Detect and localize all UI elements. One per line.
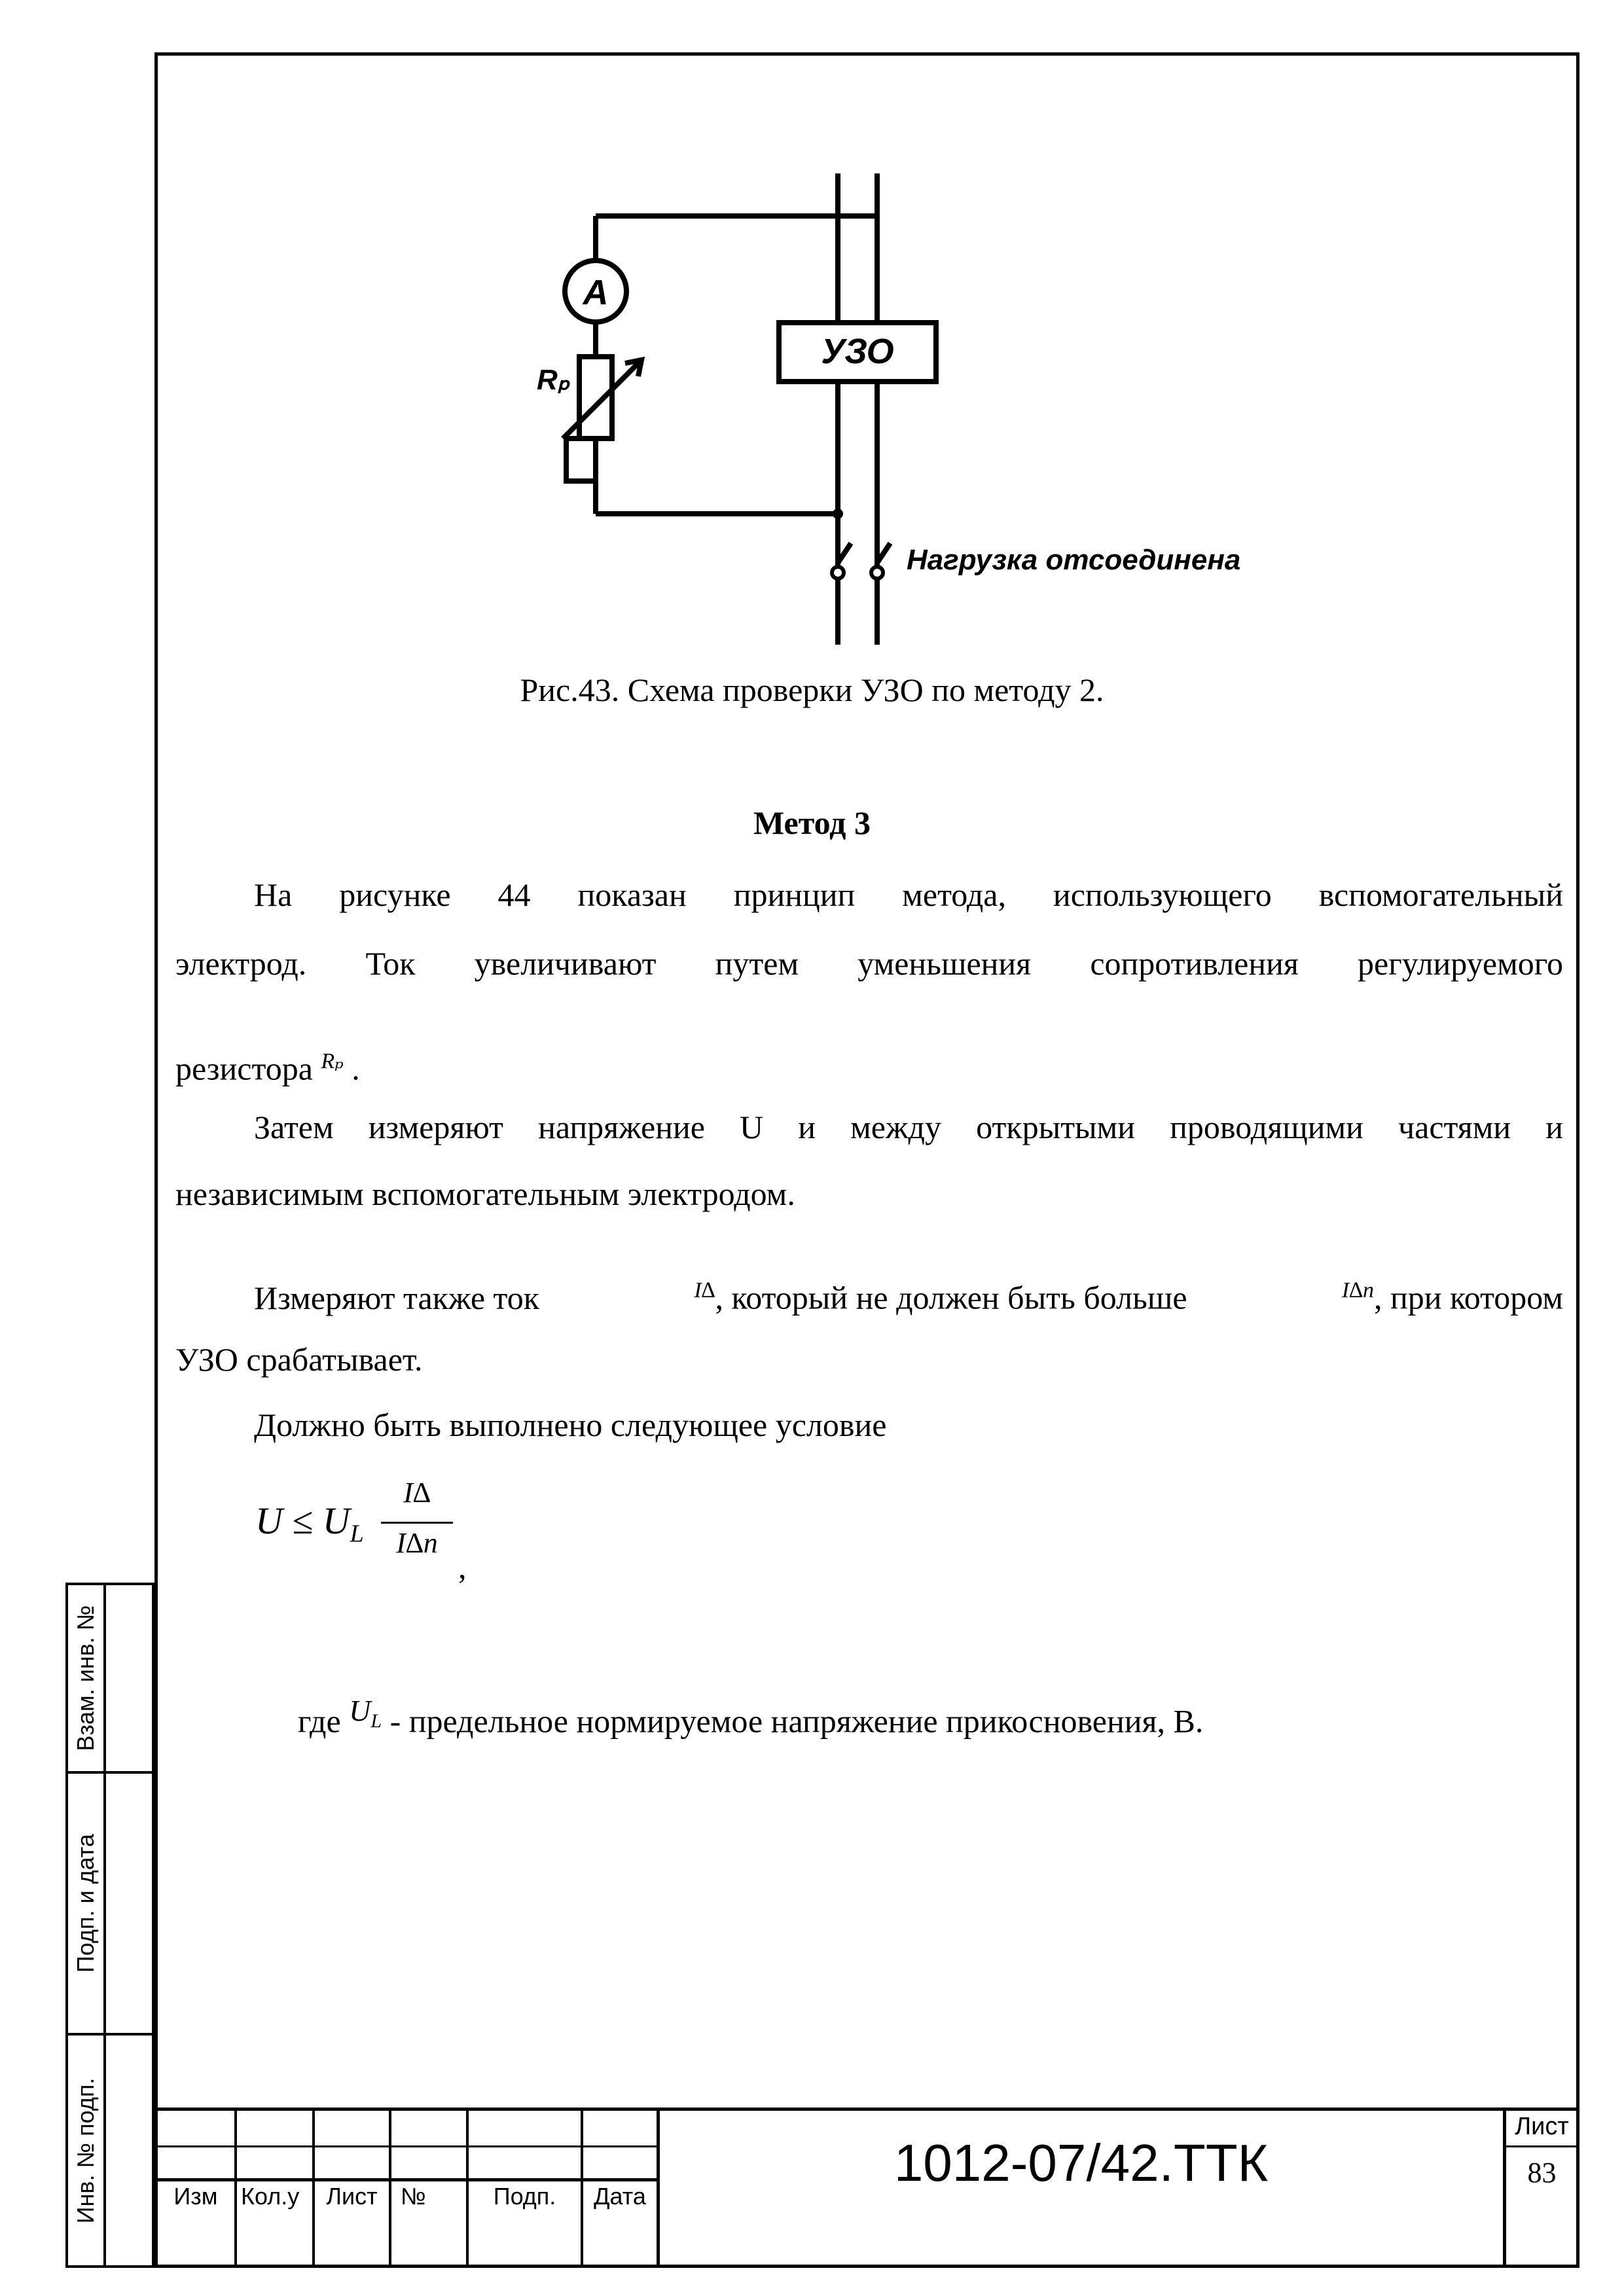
formula-comma: , [458,1549,467,1585]
ul-symbol-sub: L [370,1710,382,1732]
para4: Должно быть выполнено следующее условие [254,1407,887,1443]
adjust-arrow [563,360,641,439]
circuit-diagram [511,164,1296,661]
para3-text-b: , который не должен быть больше [715,1279,1187,1316]
document-code: 1012-07/42.ТТК [893,2134,1269,2192]
sheet-label: Лист [1515,2113,1569,2140]
side-stamp-inventory [65,2033,154,2268]
where-text-a: где [298,1702,341,1740]
para2-line2: независимым вспомогательным электродом. [175,1175,795,1212]
para2-line1: Затем измеряют напряжение U и между открытыми проводящими частями и [254,1109,1563,1145]
where-text-b: - предельное нормируемое напряжение прикосновения, В. [389,1702,1204,1740]
tb-header-quantity: Кол.у [241,2183,300,2210]
para3-text-c: , при котором [1374,1279,1563,1316]
ul-symbol-main: U [349,1694,371,1727]
sheet-number: 83 [1527,2157,1557,2189]
formula-numerator: I∆ [403,1477,431,1509]
tb-header-date: Дата [594,2183,646,2210]
para1-line3-text: резистора [175,1050,313,1087]
tb-header-number: № [401,2183,426,2210]
side-label-inventory: Инв. № подп. [72,2077,99,2223]
trip-current-symbol: I∆n [1341,1278,1374,1302]
tb-header-change: Изм [173,2183,218,2210]
side-label-signature: Подп. и дата [72,1833,99,1973]
rp-symbol: Rₚ [321,1049,344,1073]
para1-line1: На рисунке 44 показан принцип метода, использующего вспомогательный [254,876,1563,913]
where-line [298,1690,1203,1742]
rcd-label: УЗО [821,332,894,371]
tb-header-signature: Подп. [493,2183,556,2210]
formula-denominator: I∆n [396,1527,438,1559]
load-disconnected-label: Нагрузка отсоединена [907,544,1241,576]
formula-lhs [255,1499,364,1549]
section-heading: Метод 3 [753,804,871,841]
side-stamp-signature [65,1771,154,2036]
side-label-replacement: Взам. инв. № [72,1605,99,1751]
rp-label: Rₚ [537,364,570,396]
ammeter-label: A [583,273,609,312]
para1-line3 [175,1041,360,1090]
figure-caption: Рис.43. Схема проверки УЗО по методу 2. [520,672,1104,708]
formula-lhs-text: U ≤ U [255,1499,350,1542]
para1-line2: электрод. Ток увеличивают путем уменьшения сопротивления регулируемого [175,945,1563,982]
current-symbol: I∆ [694,1278,715,1302]
formula-lhs-sub: L [350,1520,364,1548]
para3-line2: УЗО срабатывает. [175,1341,423,1378]
tb-header-sheet: Лист [326,2183,378,2210]
para1-line3-end: . [352,1050,360,1087]
formula-fraction-bar [381,1522,453,1524]
side-stamp-replacement [65,1583,154,1774]
ul-symbol [349,1694,382,1732]
para3-line1 [254,1270,1563,1319]
para3-text-a: Измеряют также ток [254,1279,540,1316]
